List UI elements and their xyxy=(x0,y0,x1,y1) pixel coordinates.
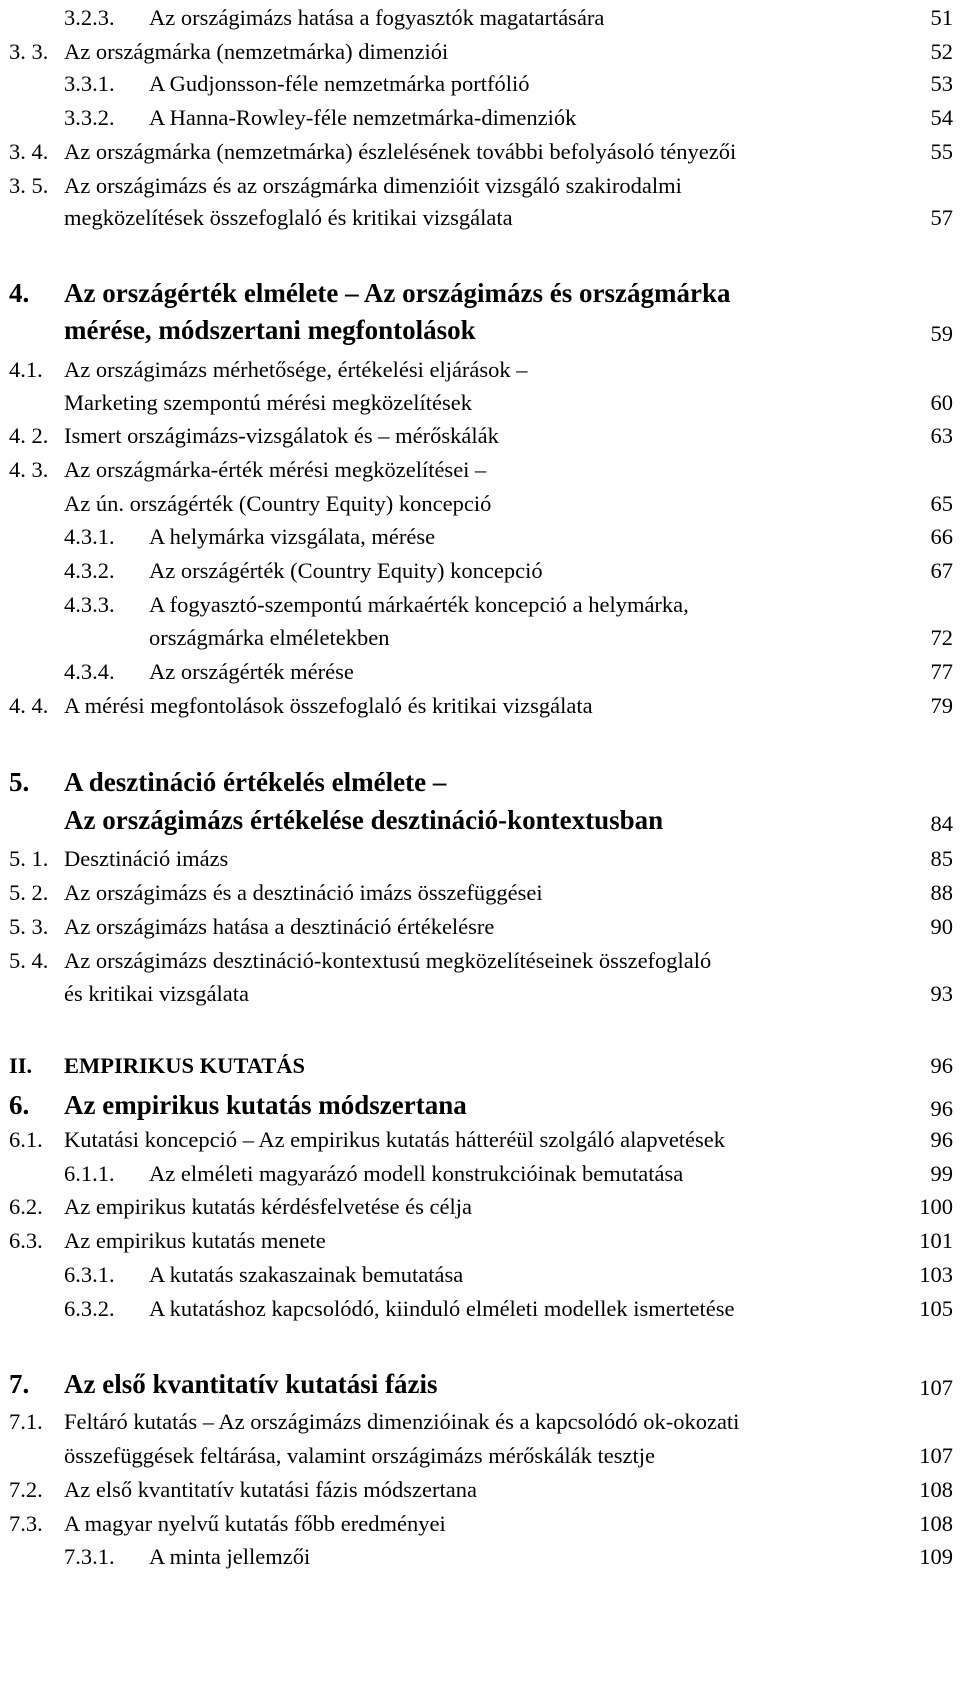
toc-number: 7.2. xyxy=(9,1477,43,1502)
toc-page-number: 51 xyxy=(930,5,953,30)
toc-number: 3.2.3. xyxy=(64,5,115,30)
toc-title: megközelítések összefoglaló és kritikai vizsgálata xyxy=(64,205,513,230)
toc-number: 6.1.1. xyxy=(64,1161,115,1186)
toc-page-number: 52 xyxy=(930,39,953,64)
toc-title: Az empirikus kutatás kérdésfelvetése és célja xyxy=(64,1194,472,1219)
toc-number: 4.3.2. xyxy=(64,558,115,583)
toc-number: 3.3.1. xyxy=(64,71,115,96)
toc-title: mérése, módszertani megfontolások xyxy=(64,315,476,345)
toc-number: 6.1. xyxy=(9,1127,43,1152)
toc-page-number: 99 xyxy=(930,1161,953,1186)
toc-number: 3. 5. xyxy=(9,173,49,198)
toc-title: és kritikai vizsgálata xyxy=(64,981,249,1006)
toc-page-number: 65 xyxy=(930,491,953,516)
toc-page-number: 101 xyxy=(919,1228,953,1253)
toc-page-number: 96 xyxy=(930,1127,953,1152)
toc-title: országmárka elméletekben xyxy=(149,625,390,650)
toc-page-number: 108 xyxy=(919,1477,953,1502)
toc-number: 7.1. xyxy=(9,1409,43,1434)
toc-number: 4. xyxy=(9,278,30,308)
toc-title: Az országimázs értékelése desztináció-kontextusban xyxy=(64,805,664,835)
toc-title: Az országmárka (nemzetmárka) dimenziói xyxy=(64,39,449,64)
toc-page-number: 60 xyxy=(930,390,953,415)
toc-page-number: 88 xyxy=(930,880,953,905)
toc-number: 7.3. xyxy=(9,1511,43,1536)
toc-page-number: 85 xyxy=(930,846,953,871)
toc-number: 4.3.1. xyxy=(64,524,115,549)
toc-page-number: 90 xyxy=(930,914,953,939)
toc-title: összefüggések feltárása, valamint országimázs mérőskálák tesztje xyxy=(64,1443,656,1468)
toc-number: 7. xyxy=(9,1369,30,1399)
toc-title: Az ún. országérték (Country Equity) koncepció xyxy=(64,491,492,516)
toc-title: Az országimázs hatása a fogyasztók magatartására xyxy=(149,5,605,30)
toc-title: Az országmárka-érték mérési megközelítései – xyxy=(64,457,487,482)
toc-page-number: 77 xyxy=(930,659,953,684)
toc-page-number: 96 xyxy=(930,1053,953,1078)
toc-title: Az országmárka (nemzetmárka) észlelésének további befolyásoló tényezői xyxy=(64,139,737,164)
toc-number: 6.3. xyxy=(9,1228,43,1253)
toc-title: Az országimázs és az országmárka dimenzióit vizsgáló szakirodalmi xyxy=(64,173,682,198)
toc-title: Az első kvantitatív kutatási fázis xyxy=(64,1369,438,1399)
toc-title: A magyar nyelvű kutatás főbb eredményei xyxy=(64,1511,446,1536)
toc-title: Az empirikus kutatás menete xyxy=(64,1228,326,1253)
toc-title: Az elméleti magyarázó modell konstrukcióinak bemutatása xyxy=(149,1161,684,1186)
toc-page-number: 53 xyxy=(930,71,953,96)
toc-title: Az országérték mérése xyxy=(149,659,354,684)
toc-page-number: 54 xyxy=(930,105,953,130)
toc-title: A mérési megfontolások összefoglaló és kritikai vizsgálata xyxy=(64,693,593,718)
toc-number: 5. xyxy=(9,767,30,797)
toc-title: Ismert országimázs-vizsgálatok és – mérőskálák xyxy=(64,423,499,448)
toc-page-number: 66 xyxy=(930,524,953,549)
toc-title: A helymárka vizsgálata, mérése xyxy=(149,524,436,549)
toc-title: Marketing szempontú mérési megközelítések xyxy=(64,390,472,415)
toc-title: Az országérték elmélete – Az országimázs és országmárka xyxy=(64,278,731,308)
toc-title: Az országimázs és a desztináció imázs összefüggései xyxy=(64,880,543,905)
toc-number: 5. 3. xyxy=(9,914,49,939)
toc-number: 4. 4. xyxy=(9,693,49,718)
toc-page-number: 79 xyxy=(930,693,953,718)
toc-page-number: 72 xyxy=(930,625,953,650)
toc-number: 5. 2. xyxy=(9,880,49,905)
toc-page-number: 100 xyxy=(919,1194,953,1219)
toc-title: Kutatási koncepció – Az empirikus kutatás hátteréül szolgáló alapvetések xyxy=(64,1127,726,1152)
toc-page-number: 63 xyxy=(930,423,953,448)
toc-title: Az országimázs mérhetősége, értékelési eljárások – xyxy=(64,357,528,382)
toc-title: Feltáró kutatás – Az országimázs dimenzióinak és a kapcsolódó ok-okozati xyxy=(64,1409,740,1434)
toc-title: Desztináció imázs xyxy=(64,846,229,871)
toc-page-number: 96 xyxy=(930,1096,953,1121)
toc-page-number: 84 xyxy=(930,811,953,836)
toc-page-number: 105 xyxy=(919,1296,953,1321)
toc-number: 4.1. xyxy=(9,357,43,382)
toc-title: Az országimázs hatása a desztináció értékelésre xyxy=(64,914,495,939)
toc-page-number: 109 xyxy=(919,1544,953,1569)
toc-number: 7.3.1. xyxy=(64,1544,115,1569)
toc-number: 4.3.3. xyxy=(64,592,115,617)
toc-page-number: 93 xyxy=(930,981,953,1006)
toc-number: 3. 4. xyxy=(9,139,49,164)
toc-title: A minta jellemzői xyxy=(149,1544,311,1569)
toc-number: 4. 2. xyxy=(9,423,49,448)
toc-page-number: 103 xyxy=(919,1262,953,1287)
toc-title: A fogyasztó-szempontú márkaérték koncepció a helymárka, xyxy=(149,592,689,617)
toc-number: 5. 4. xyxy=(9,948,49,973)
toc-title: A Gudjonsson-féle nemzetmárka portfólió xyxy=(149,71,530,96)
toc-title: Az első kvantitatív kutatási fázis módszertana xyxy=(64,1477,477,1502)
toc-title: A kutatáshoz kapcsolódó, kiinduló elméleti modellek ismertetése xyxy=(149,1296,735,1321)
toc-title: A desztináció értékelés elmélete – xyxy=(64,767,447,797)
toc-number: II. xyxy=(9,1053,33,1078)
toc-title: EMPIRIKUS KUTATÁS xyxy=(64,1053,306,1078)
toc-number: 5. 1. xyxy=(9,846,49,871)
toc-number: 6.3.2. xyxy=(64,1296,115,1321)
toc-number: 6.2. xyxy=(9,1194,43,1219)
toc-number: 4.3.4. xyxy=(64,659,115,684)
toc-number: 6.3.1. xyxy=(64,1262,115,1287)
toc-page-number: 108 xyxy=(919,1511,953,1536)
toc-page-number: 107 xyxy=(919,1443,953,1468)
toc-number: 3. 3. xyxy=(9,39,49,64)
toc-number: 4. 3. xyxy=(9,457,49,482)
toc-number: 3.3.2. xyxy=(64,105,115,130)
toc-title: A Hanna-Rowley-féle nemzetmárka-dimenziók xyxy=(149,105,577,130)
toc-number: 6. xyxy=(9,1090,30,1120)
toc-title: Az országimázs desztináció-kontextusú megközelítéseinek összefoglaló xyxy=(64,948,712,973)
toc-page-number: 59 xyxy=(930,321,953,346)
toc-page-number: 55 xyxy=(930,139,953,164)
toc-page-number: 67 xyxy=(930,558,953,583)
toc-title: Az országérték (Country Equity) koncepció xyxy=(149,558,543,583)
toc-page-number: 107 xyxy=(919,1375,953,1400)
toc-page-number: 57 xyxy=(930,205,953,230)
toc-title: A kutatás szakaszainak bemutatása xyxy=(149,1262,464,1287)
toc-title: Az empirikus kutatás módszertana xyxy=(64,1090,467,1120)
